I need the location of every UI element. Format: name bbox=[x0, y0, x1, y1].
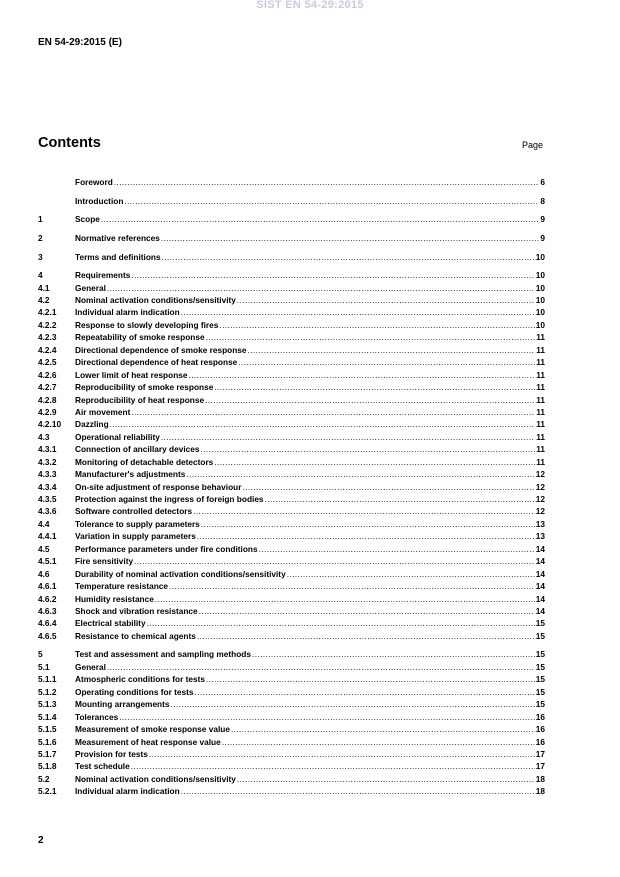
toc-entry[interactable] bbox=[38, 785, 545, 797]
dot-leader bbox=[161, 232, 540, 244]
document-id: EN 54-29:2015 (E) bbox=[38, 37, 122, 48]
toc-entry-number: 4.3.4 bbox=[38, 481, 57, 492]
toc-entry-title: Electrical stability bbox=[75, 618, 146, 629]
toc-entry[interactable] bbox=[38, 748, 545, 760]
toc-entry-number: 2 bbox=[38, 232, 43, 243]
toc-entry-number: 4.2.7 bbox=[38, 382, 57, 393]
dot-leader bbox=[161, 431, 535, 443]
dot-leader bbox=[197, 530, 535, 542]
toc-entry[interactable] bbox=[38, 481, 545, 493]
toc-entry-title: Fire sensitivity bbox=[75, 556, 134, 567]
toc-entry[interactable] bbox=[38, 176, 545, 188]
toc-entry-page: 13 bbox=[535, 531, 545, 542]
toc-entry-number: 4.3.5 bbox=[38, 494, 57, 504]
toc-entry-number: 5.2.1 bbox=[38, 786, 57, 797]
toc-entry-page: 18 bbox=[535, 773, 545, 784]
toc-entry-page: 11 bbox=[536, 357, 545, 368]
toc-entry-title: Software controlled detectors bbox=[75, 506, 193, 517]
dot-leader bbox=[193, 505, 535, 517]
toc-entry-page: 15 bbox=[535, 661, 545, 672]
toc-entry[interactable] bbox=[38, 630, 545, 642]
toc-entry-number: 4.3.2 bbox=[38, 456, 57, 467]
dot-leader bbox=[265, 493, 535, 505]
toc-entry-title: Resistance to chemical agents bbox=[75, 630, 196, 641]
toc-entry[interactable] bbox=[38, 698, 545, 710]
toc-entry[interactable] bbox=[38, 251, 545, 263]
toc-entry-number: 4.3 bbox=[38, 431, 50, 442]
dot-leader bbox=[171, 698, 535, 710]
toc-entry-page: 16 bbox=[535, 711, 545, 722]
toc-entry-page: 12 bbox=[535, 506, 545, 517]
toc-entry-number: 4.2.4 bbox=[38, 344, 57, 355]
toc-entry-number: 5 bbox=[38, 649, 43, 660]
toc-entry-title: General bbox=[75, 282, 106, 293]
toc-entry[interactable] bbox=[38, 356, 545, 368]
dot-leader bbox=[131, 406, 535, 418]
toc-entry-title: Shock and vibration resistance bbox=[75, 605, 198, 616]
toc-entry[interactable] bbox=[38, 760, 545, 772]
toc-entry-title: Individual alarm indication bbox=[75, 307, 180, 318]
toc-entry[interactable] bbox=[38, 648, 545, 660]
toc-entry[interactable] bbox=[38, 661, 545, 673]
dot-leader bbox=[214, 381, 535, 393]
toc-entry-page: 12 bbox=[535, 494, 545, 504]
dot-leader bbox=[189, 369, 536, 381]
toc-entry[interactable] bbox=[38, 306, 545, 318]
toc-entry[interactable] bbox=[38, 686, 545, 698]
dot-leader bbox=[222, 736, 535, 748]
toc-entry-page: 14 bbox=[535, 556, 545, 567]
toc-entry-title: Nominal activation conditions/sensitivity bbox=[75, 295, 236, 305]
page-title: Contents bbox=[38, 135, 101, 151]
toc-entry[interactable] bbox=[38, 555, 545, 567]
toc-entry-number: 5.1 bbox=[38, 661, 50, 672]
toc-entry[interactable] bbox=[38, 723, 545, 735]
toc-entry-number: 4.2 bbox=[38, 295, 50, 305]
toc-entry-page: 11 bbox=[536, 419, 545, 430]
toc-entry-page: 18 bbox=[535, 786, 545, 797]
toc-entry[interactable] bbox=[38, 456, 545, 468]
toc-entry-number: 4.4 bbox=[38, 518, 50, 529]
toc-entry-page: 12 bbox=[535, 481, 545, 492]
dot-leader bbox=[252, 648, 535, 660]
toc-entry-title: Test schedule bbox=[75, 761, 130, 772]
toc-entry[interactable] bbox=[38, 319, 545, 331]
toc-entry-number: 4.2.9 bbox=[38, 406, 57, 417]
dot-leader bbox=[238, 356, 535, 368]
toc-entry-title: Scope bbox=[75, 214, 100, 225]
dot-leader bbox=[107, 282, 535, 294]
toc-entry[interactable] bbox=[38, 294, 545, 306]
toc-entry[interactable] bbox=[38, 269, 545, 281]
toc-entry-page: 13 bbox=[535, 518, 545, 529]
toc-entry-page: 11 bbox=[536, 394, 545, 405]
toc-entry-title: Operational reliability bbox=[75, 431, 160, 442]
toc-entry-page: 8 bbox=[540, 195, 545, 206]
dot-leader bbox=[110, 418, 536, 430]
toc-entry-page: 14 bbox=[535, 605, 545, 616]
toc-entry-number: 4.6.1 bbox=[38, 581, 57, 592]
dot-leader bbox=[197, 630, 535, 642]
toc-entry-page: 17 bbox=[535, 748, 545, 759]
toc-entry[interactable] bbox=[38, 673, 545, 685]
toc-entry-title: Mounting arrangements bbox=[75, 699, 170, 710]
toc-entry[interactable] bbox=[38, 493, 545, 505]
dot-leader bbox=[162, 251, 535, 263]
dot-leader bbox=[119, 711, 535, 723]
toc-entry-page: 14 bbox=[535, 568, 545, 579]
toc-entry-page: 12 bbox=[535, 469, 545, 480]
toc-entry-page: 11 bbox=[536, 444, 545, 455]
toc-entry-number: 5.1.3 bbox=[38, 699, 57, 710]
toc-entry-title: Performance parameters under fire conditions bbox=[75, 543, 258, 554]
toc-entry[interactable] bbox=[38, 543, 545, 555]
toc-entry-page: 11 bbox=[536, 369, 545, 380]
toc-entry[interactable] bbox=[38, 418, 545, 430]
toc-entry-title: Air movement bbox=[75, 406, 131, 417]
toc-entry-page: 14 bbox=[535, 543, 545, 554]
dot-leader bbox=[181, 306, 535, 318]
dot-leader bbox=[194, 686, 534, 698]
toc-entry-title: Atmospheric conditions for tests bbox=[75, 674, 205, 685]
toc-entry[interactable] bbox=[38, 394, 545, 406]
dot-leader bbox=[155, 593, 535, 605]
dot-leader bbox=[287, 568, 535, 580]
dot-leader bbox=[201, 443, 536, 455]
toc-entry[interactable] bbox=[38, 213, 545, 225]
toc-entry-number: 4.6.5 bbox=[38, 630, 57, 641]
toc-entry-number: 5.2 bbox=[38, 773, 50, 784]
toc-entry-page: 9 bbox=[540, 214, 545, 225]
toc-entry[interactable] bbox=[38, 195, 545, 207]
dot-leader bbox=[124, 195, 539, 207]
toc-entry[interactable] bbox=[38, 331, 545, 343]
table-of-contents bbox=[38, 176, 545, 798]
toc-entry-number: 5.1.1 bbox=[38, 674, 57, 685]
toc-entry-number: 5.1.5 bbox=[38, 724, 57, 735]
toc-entry-page: 17 bbox=[535, 761, 545, 772]
toc-entry[interactable] bbox=[38, 580, 545, 592]
toc-entry-number: 5.1.8 bbox=[38, 761, 57, 772]
toc-entry-title: Repeatability of smoke response bbox=[75, 332, 205, 343]
toc-entry-title: Tolerance to supply parameters bbox=[75, 518, 200, 529]
toc-entry-title: Measurement of smoke response value bbox=[75, 724, 230, 735]
toc-entry-page: 15 bbox=[535, 674, 545, 685]
toc-entry[interactable] bbox=[38, 282, 545, 294]
toc-entry-page: 14 bbox=[535, 593, 545, 604]
toc-entry-number: 4.5 bbox=[38, 543, 50, 554]
toc-entry-number: 4.2.8 bbox=[38, 394, 57, 405]
dot-leader bbox=[147, 617, 535, 629]
toc-entry-title: Monitoring of detachable detectors bbox=[75, 456, 214, 467]
toc-entry-title: Foreword bbox=[75, 177, 113, 187]
dot-leader bbox=[206, 331, 536, 343]
toc-entry-title: Provision for tests bbox=[75, 748, 148, 759]
toc-entry-title: Durability of nominal activation conditions/sensitivity bbox=[75, 568, 286, 579]
toc-entry-number: 4 bbox=[38, 270, 43, 281]
watermark: SIST EN 54-29:2015 bbox=[256, 0, 364, 11]
toc-entry-title: Directional dependence of heat response bbox=[75, 357, 238, 368]
toc-entry-title: Variation in supply parameters bbox=[75, 531, 196, 542]
toc-entry-page: 11 bbox=[536, 431, 545, 442]
toc-entry-title: Humidity resistance bbox=[75, 593, 154, 604]
dot-leader bbox=[181, 785, 535, 797]
dot-leader bbox=[199, 605, 535, 617]
toc-entry[interactable] bbox=[38, 605, 545, 617]
toc-entry-number: 4.6 bbox=[38, 568, 50, 579]
toc-entry-title: Terms and definitions bbox=[75, 251, 161, 262]
toc-entry[interactable] bbox=[38, 773, 545, 785]
dot-leader bbox=[149, 748, 535, 760]
toc-entry-number: 4.6.2 bbox=[38, 593, 57, 604]
toc-entry-page: 15 bbox=[535, 686, 545, 697]
toc-entry[interactable] bbox=[38, 711, 545, 723]
dot-leader bbox=[259, 543, 535, 555]
dot-leader bbox=[205, 394, 535, 406]
toc-entry-page: 14 bbox=[535, 581, 545, 592]
toc-entry-number: 4.6.3 bbox=[38, 605, 57, 616]
toc-entry-number: 4.2.6 bbox=[38, 369, 57, 380]
toc-entry[interactable] bbox=[38, 232, 545, 244]
toc-entry[interactable] bbox=[38, 736, 545, 748]
toc-entry-number: 4.2.2 bbox=[38, 319, 57, 330]
toc-entry[interactable] bbox=[38, 505, 545, 517]
toc-entry-number: 4.2.3 bbox=[38, 332, 57, 343]
toc-entry-page: 10 bbox=[535, 251, 545, 262]
dot-leader bbox=[169, 580, 535, 592]
toc-entry-number: 4.2.1 bbox=[38, 307, 57, 318]
dot-leader bbox=[134, 555, 535, 567]
toc-entry-number: 5.1.6 bbox=[38, 736, 57, 747]
dot-leader bbox=[206, 673, 535, 685]
toc-entry-page: 11 bbox=[536, 456, 545, 467]
toc-entry-title: Reproducibility of smoke response bbox=[75, 382, 214, 393]
toc-entry[interactable] bbox=[38, 344, 545, 356]
toc-entry-title: Introduction bbox=[75, 195, 124, 206]
dot-leader bbox=[237, 773, 535, 785]
toc-entry-page: 10 bbox=[535, 319, 545, 330]
toc-entry-number: 1 bbox=[38, 214, 43, 225]
toc-entry-title: Measurement of heat response value bbox=[75, 736, 221, 747]
toc-entry-page: 16 bbox=[535, 724, 545, 735]
toc-entry-page: 15 bbox=[535, 699, 545, 710]
toc-entry-page: 9 bbox=[540, 232, 545, 243]
toc-entry[interactable] bbox=[38, 406, 545, 418]
toc-entry[interactable] bbox=[38, 369, 545, 381]
toc-entry-page: 15 bbox=[535, 630, 545, 641]
dot-leader bbox=[114, 176, 540, 188]
toc-entry-page: 11 bbox=[536, 344, 545, 355]
toc-entry[interactable] bbox=[38, 468, 545, 480]
toc-entry[interactable] bbox=[38, 568, 545, 580]
toc-entry-number: 5.1.4 bbox=[38, 711, 57, 722]
toc-entry-title: Response to slowly developing fires bbox=[75, 319, 219, 330]
toc-entry-title: Protection against the ingress of foreign bodies bbox=[75, 494, 264, 504]
toc-entry-title: Individual alarm indication bbox=[75, 786, 180, 797]
toc-entry-page: 10 bbox=[535, 307, 545, 318]
dot-leader bbox=[131, 269, 534, 281]
toc-entry-title: Tolerances bbox=[75, 711, 119, 722]
toc-entry[interactable] bbox=[38, 530, 545, 542]
page-column-label: Page bbox=[522, 140, 544, 150]
toc-entry-title: Nominal activation conditions/sensitivity bbox=[75, 773, 236, 784]
toc-entry-number: 3 bbox=[38, 251, 43, 262]
toc-entry-page: 11 bbox=[536, 406, 545, 417]
dot-leader bbox=[214, 456, 535, 468]
toc-entry-title: Manufacturer's adjustments bbox=[75, 469, 186, 480]
toc-entry-page: 15 bbox=[535, 618, 545, 629]
toc-entry-title: Normative references bbox=[75, 232, 160, 243]
toc-entry-number: 4.1 bbox=[38, 282, 50, 293]
toc-entry-title: Requirements bbox=[75, 270, 131, 281]
dot-leader bbox=[237, 294, 535, 306]
dot-leader bbox=[186, 468, 534, 480]
toc-entry-number: 4.2.10 bbox=[38, 419, 62, 430]
toc-entry[interactable] bbox=[38, 617, 545, 629]
toc-entry-number: 5.1.7 bbox=[38, 748, 57, 759]
toc-entry-page: 11 bbox=[536, 332, 545, 343]
toc-entry-title: Connection of ancillary devices bbox=[75, 444, 200, 455]
toc-entry-title: Directional dependence of smoke response bbox=[75, 344, 247, 355]
toc-entry-title: General bbox=[75, 661, 106, 672]
toc-entry-page: 15 bbox=[535, 649, 545, 660]
toc-entry-title: Temperature resistance bbox=[75, 581, 168, 592]
toc-entry-number: 4.3.1 bbox=[38, 444, 57, 455]
toc-entry-number: 4.3.3 bbox=[38, 469, 57, 480]
toc-entry-number: 4.6.4 bbox=[38, 618, 57, 629]
toc-entry[interactable] bbox=[38, 431, 545, 443]
toc-entry-title: Reproducibility of heat response bbox=[75, 394, 205, 405]
toc-entry[interactable] bbox=[38, 518, 545, 530]
toc-entry-number: 4.2.5 bbox=[38, 357, 57, 368]
dot-leader bbox=[201, 518, 535, 530]
toc-entry[interactable] bbox=[38, 381, 545, 393]
toc-entry-page: 11 bbox=[536, 382, 545, 393]
toc-entry-page: 16 bbox=[535, 736, 545, 747]
dot-leader bbox=[248, 344, 536, 356]
toc-entry[interactable] bbox=[38, 443, 545, 455]
toc-entry-title: Test and assessment and sampling methods bbox=[75, 649, 251, 660]
toc-entry-title: On-site adjustment of response behaviour bbox=[75, 481, 242, 492]
page-number: 2 bbox=[38, 835, 44, 846]
toc-entry-page: 10 bbox=[535, 295, 545, 305]
toc-entry-number: 4.4.1 bbox=[38, 531, 57, 542]
dot-leader bbox=[131, 760, 535, 772]
toc-entry[interactable] bbox=[38, 593, 545, 605]
dot-leader bbox=[219, 319, 534, 331]
dot-leader bbox=[101, 213, 539, 225]
toc-entry-title: Dazzling bbox=[75, 419, 109, 430]
toc-entry-page: 6 bbox=[540, 177, 545, 187]
dot-leader bbox=[231, 723, 535, 735]
toc-entry-number: 4.5.1 bbox=[38, 556, 57, 567]
toc-entry-title: Lower limit of heat response bbox=[75, 369, 188, 380]
toc-entry-number: 5.1.2 bbox=[38, 686, 57, 697]
toc-entry-number: 4.3.6 bbox=[38, 506, 57, 517]
dot-leader bbox=[107, 661, 535, 673]
dot-leader bbox=[242, 481, 534, 493]
toc-entry-page: 10 bbox=[535, 282, 545, 293]
toc-entry-title: Operating conditions for tests bbox=[75, 686, 194, 697]
toc-entry-page: 10 bbox=[535, 270, 545, 281]
